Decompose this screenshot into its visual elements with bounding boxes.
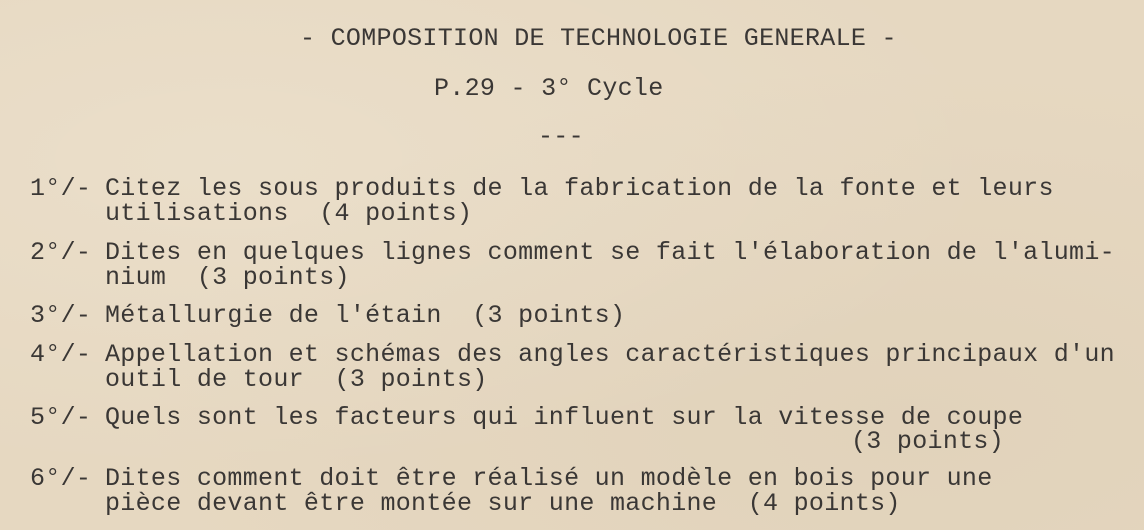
document-subtitle: P.29 - 3° Cycle <box>434 74 664 103</box>
question-text: Citez les sous produits de la fabrication de la fonte et leurs <box>105 174 1054 203</box>
question-text: nium (3 points) <box>105 263 350 292</box>
question-number: 3°/- <box>30 301 92 330</box>
question-text: outil de tour (3 points) <box>105 365 488 394</box>
question-points: (3 points) <box>851 427 1005 456</box>
document-title: - COMPOSITION DE TECHNOLOGIE GENERALE - <box>300 24 897 53</box>
question-text: pièce devant être montée sur une machine (4 points) <box>105 489 901 518</box>
question-text: Quels sont les facteurs qui influent sur la vitesse de coupe <box>105 403 1024 432</box>
question-text: utilisations (4 points) <box>105 199 473 228</box>
separator-dashes: --- <box>538 122 584 151</box>
question-text: Appellation et schémas des angles caractéristiques principaux d'un <box>105 340 1115 369</box>
question-number: 6°/- <box>30 464 92 493</box>
question-number: 5°/- <box>30 403 92 432</box>
question-number: 1°/- <box>30 174 92 203</box>
question-text: Métallurgie de l'étain (3 points) <box>105 301 626 330</box>
question-number: 2°/- <box>30 238 92 267</box>
question-text: Dites comment doit être réalisé un modèle en bois pour une <box>105 464 993 493</box>
question-text: Dites en quelques lignes comment se fait l'élaboration de l'alumi- <box>105 238 1115 267</box>
question-number: 4°/- <box>30 340 92 369</box>
